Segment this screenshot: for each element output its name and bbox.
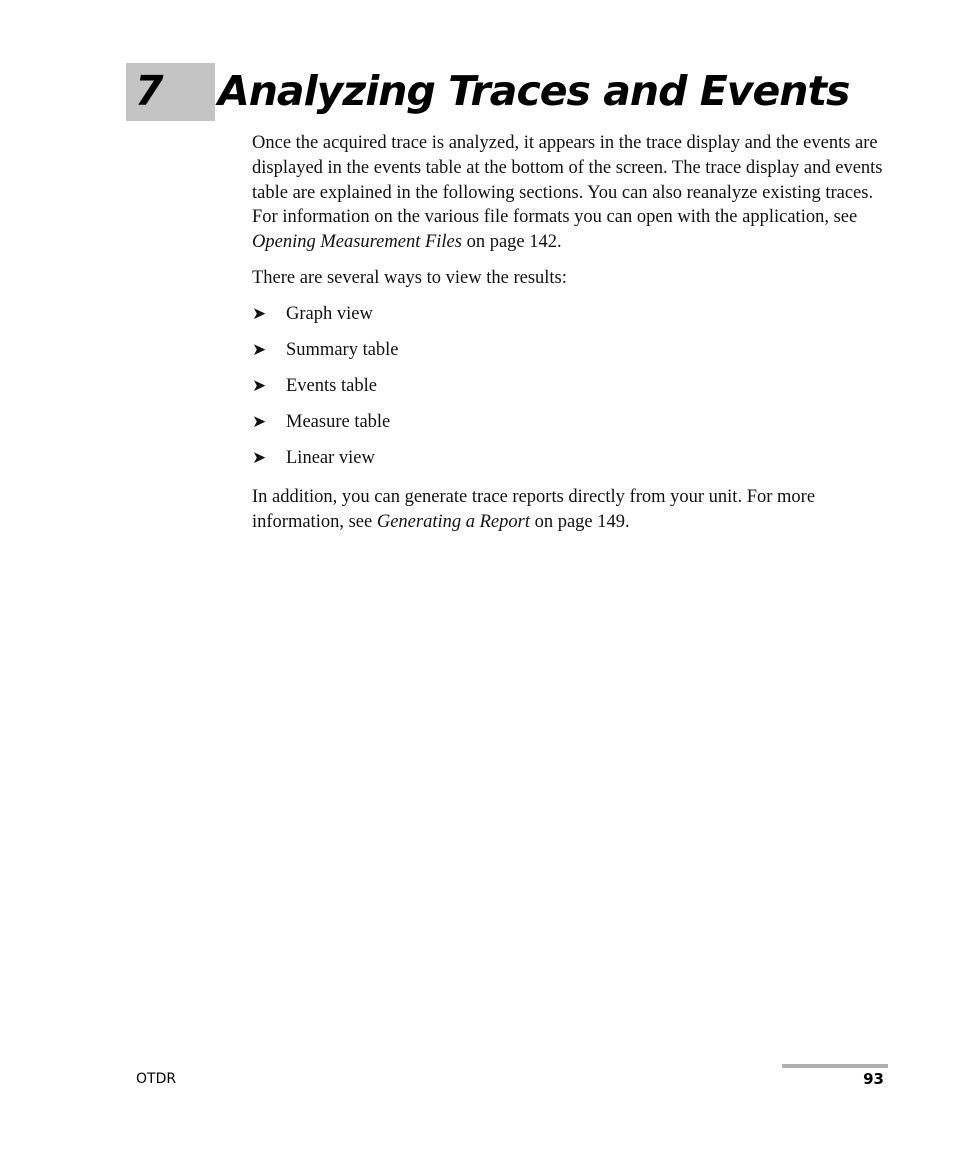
footer-divider (782, 1064, 888, 1068)
view-options-list (252, 302, 888, 482)
footer-product-name: OTDR (136, 1071, 177, 1087)
chapter-title: Analyzing Traces and Events (218, 67, 850, 115)
arrow-bullet-icon: ➤ (252, 375, 267, 396)
list-item: ➤ Events table (252, 374, 888, 410)
list-item: ➤ Measure table (252, 410, 888, 446)
addition-paragraph: In addition, you can generate trace reports directly from your unit. For more information, see Generating a Report on page 149. (252, 486, 816, 532)
chapter-number: 7 (135, 67, 164, 115)
list-item: ➤ Summary table (252, 338, 888, 374)
arrow-bullet-icon: ➤ (252, 411, 267, 432)
chapter-body (252, 131, 888, 545)
arrow-bullet-icon: ➤ (252, 447, 267, 468)
cross-reference-opening-files[interactable]: Opening Measurement Files (252, 232, 462, 253)
list-item: ➤ Linear view (252, 446, 888, 482)
footer-page-number: 93 (863, 1070, 884, 1088)
intro-paragraph: Once the acquired trace is analyzed, it appears in the trace display and the events are displayed in the events table at the bottom of the screen. The trace display and events table are explained in the following sections. You can also reanalyze existing traces. For information on the various file formats you can open with the application, see Opening Measurement Files on page 142. (252, 133, 883, 253)
list-item: ➤ Graph view (252, 302, 888, 338)
arrow-bullet-icon: ➤ (252, 339, 267, 360)
ways-lead-paragraph: There are several ways to view the results: (252, 267, 567, 288)
arrow-bullet-icon: ➤ (252, 303, 267, 324)
cross-reference-generating-report[interactable]: Generating a Report (376, 511, 530, 532)
